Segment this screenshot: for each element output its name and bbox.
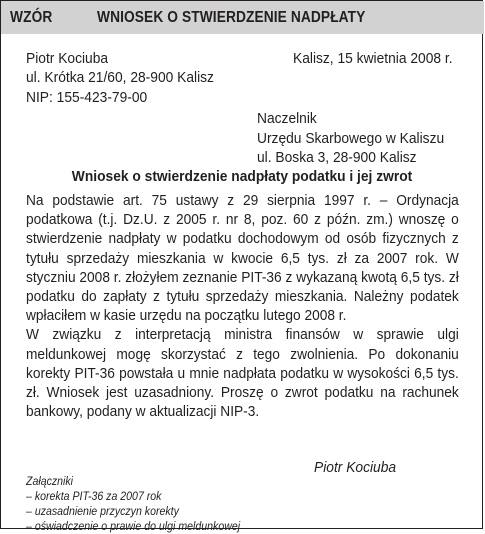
document-title bbox=[1, 167, 484, 186]
letter-body bbox=[26, 191, 459, 421]
recipient-title: Naczelnik bbox=[257, 110, 317, 127]
document-title-text: Wniosek o stwierdzenie nadpłaty podatku i jej zwrot bbox=[72, 168, 413, 185]
sender-nip: NIP: 155-423-79-00 bbox=[26, 89, 148, 106]
attachment-item: – korekta PIT-36 za 2007 rok bbox=[26, 491, 162, 503]
recipient-address: ul. Boska 3, 28-900 Kalisz bbox=[257, 149, 417, 166]
attachment-item: – oświadczenie o prawie do ulgi meldunkowej bbox=[26, 521, 241, 533]
place-and-date: Kalisz, 15 kwietnia 2008 r. bbox=[293, 50, 453, 67]
attachments-heading: Załączniki bbox=[26, 476, 74, 488]
signature: Piotr Kociuba bbox=[314, 459, 397, 476]
header-bar bbox=[1, 1, 484, 34]
recipient-office: Urzędu Skarbowego w Kaliszu bbox=[257, 130, 445, 147]
body-paragraph-1: Na podstawie art. 75 ustawy z 29 sierpnia 1997 r. – Ordynacja podatkowa (t.j. Dz.U. z 2005 r. nr 8, poz. 60 z późn. zm.) wnoszę o stwierdzenie nadpłaty w podatku dochodowym od osób fizycznych z tytułu sprzedaży mieszkania w kwocie 6,5 tys. zł za 2007 rok. W styczniu 2008 r. złożyłem zeznanie PIT-36 z wykazaną kwotą 6,5 tys. zł podatku do zapłaty z tytułu sprzedaży mieszkania. Należny podatek wpłaciłem w kasie urzędu na początku lutego 2008 r. bbox=[26, 192, 459, 325]
sender-name: Piotr Kociuba bbox=[26, 50, 109, 67]
header-title: WNIOSEK O STWIERDZENIE NADPŁATY bbox=[97, 9, 366, 26]
header-label: WZÓR bbox=[10, 9, 53, 26]
sender-address: ul. Krótka 21/60, 28-900 Kalisz bbox=[26, 69, 214, 86]
body-paragraph-2: W związku z interpretacją ministra finansów w sprawie ulgi meldunkowej mogę skorzystać z tego zwolnienia. Po dokonaniu korekty PIT-36 powstała u mnie nadpłata podatku w wysokości 6,5 tys. zł. Wniosek jest uzasadniony. Proszę o zwrot podatku na rachunek bankowy, podany w aktualizacji NIP-3. bbox=[26, 326, 459, 421]
attachment-item: – uzasadnienie przyczyn korekty bbox=[26, 506, 179, 518]
